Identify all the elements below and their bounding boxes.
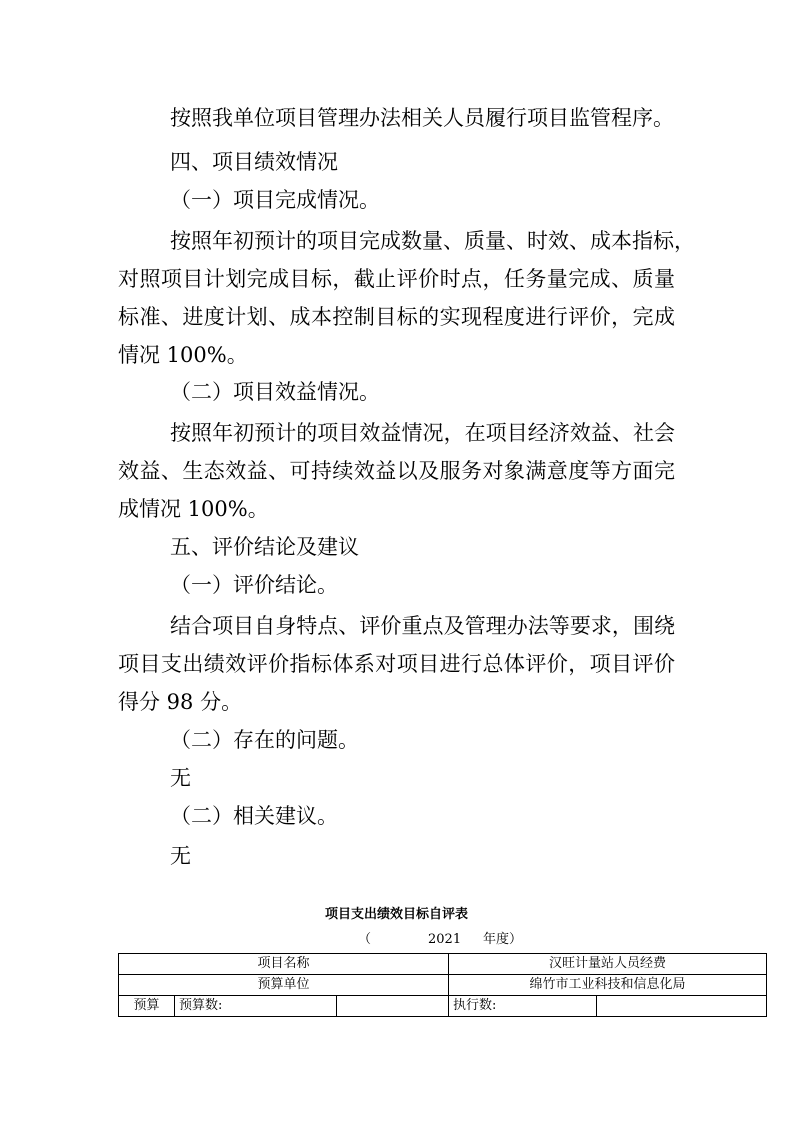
budget-unit-label: 预算单位 xyxy=(119,975,449,996)
executed-amount-value xyxy=(597,996,767,1017)
year-value: 2021 xyxy=(428,932,462,947)
year-suffix: 年度） xyxy=(483,932,523,947)
paragraph-line: 项目支出绩效评价指标体系对项目进行总体评价，项目评价 xyxy=(118,652,675,676)
project-name-value: 汉旺计量站人员经费 xyxy=(449,954,767,975)
paragraph-line: 效益、生态效益、可持续效益以及服务对象满意度等方面完 xyxy=(118,459,675,483)
subsection-heading: （一）项目完成情况。 xyxy=(170,188,380,212)
budget-amount-label: 预算数: xyxy=(175,996,337,1017)
paragraph-line: 标准、进度计划、成本控制目标的实现程度进行评价，完成 xyxy=(118,305,675,329)
budget-amount-value xyxy=(337,996,449,1017)
paragraph-line: 成情况 100%。 xyxy=(118,497,269,521)
paragraph-line: 无 xyxy=(170,766,191,790)
table-row xyxy=(119,996,767,1017)
paragraph-line: 按照年初预计的项目效益情况，在项目经济效益、社会 xyxy=(170,421,675,445)
paragraph-line: 情况 100%。 xyxy=(118,343,248,367)
paragraph-line: 对照项目计划完成目标，截止评价时点，任务量完成、质量 xyxy=(118,267,675,291)
project-name-label: 项目名称 xyxy=(119,954,449,975)
paragraph-line: 无 xyxy=(170,844,191,868)
table-title: 项目支出绩效目标自评表 xyxy=(324,907,468,922)
executed-amount-label: 执行数: xyxy=(449,996,597,1017)
budget-unit-value: 绵竹市工业科技和信息化局 xyxy=(449,975,767,996)
paragraph-line: 结合项目自身特点、评价重点及管理办法等要求，围绕 xyxy=(170,614,675,638)
table-row xyxy=(119,954,767,975)
section-heading-5: 五、评价结论及建议 xyxy=(170,535,359,559)
subsection-heading: （二）存在的问题。 xyxy=(170,728,359,752)
section-heading-4: 四、项目绩效情况 xyxy=(170,150,338,174)
paragraph-line: 得分 98 分。 xyxy=(118,690,243,714)
year-open-paren: （ xyxy=(358,932,372,947)
self-evaluation-table xyxy=(118,953,767,1017)
paragraph-line-1: 按照我单位项目管理办法相关人员履行项目监管程序。 xyxy=(170,106,674,130)
budget-label: 预算 xyxy=(119,996,175,1017)
subsection-heading: （二）项目效益情况。 xyxy=(170,380,380,404)
paragraph-line: 按照年初预计的项目完成数量、质量、时效、成本指标， xyxy=(170,229,695,253)
table-row xyxy=(119,975,767,996)
subsection-heading: （一）评价结论。 xyxy=(170,573,338,597)
subsection-heading: （二）相关建议。 xyxy=(170,804,338,828)
